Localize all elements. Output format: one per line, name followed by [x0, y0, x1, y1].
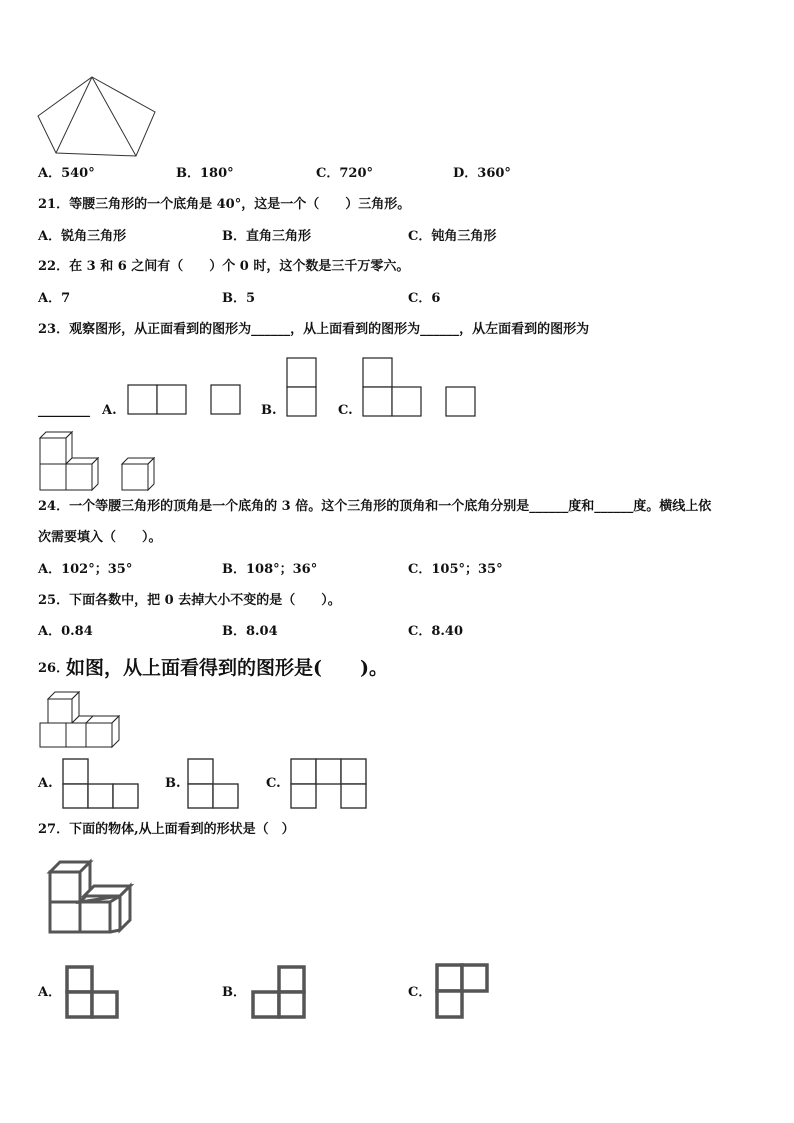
- q23-blank: ________: [38, 403, 90, 418]
- q25-option-b[interactable]: B．8.04: [222, 624, 278, 639]
- q23-label-a[interactable]: A.: [102, 403, 117, 418]
- q27-option-b-figure[interactable]: [250, 964, 308, 1020]
- q22-stem: 22．在 3 和 6 之间有（ ）个 0 时，这个数是三千万零六。: [38, 259, 410, 274]
- q26-option-c-figure[interactable]: [290, 758, 368, 810]
- q20-option-c[interactable]: C．720°: [316, 166, 373, 181]
- q21-option-a[interactable]: A．锐角三角形: [38, 229, 127, 244]
- q22-option-b[interactable]: B．5: [222, 291, 256, 306]
- q23-option-c-figure[interactable]: [362, 357, 477, 417]
- q22-option-a[interactable]: A．7: [38, 291, 71, 306]
- q23-stem: 23．观察图形，从正面看到的图形为______，从上面看到的图形为______，从左面看到的图形为: [38, 322, 590, 337]
- q21-option-b[interactable]: B．直角三角形: [222, 229, 311, 244]
- q23-label-c[interactable]: C.: [338, 403, 353, 418]
- q23-option-b-figure[interactable]: [286, 357, 318, 417]
- q23-option-a-figure[interactable]: [127, 384, 242, 416]
- q26-stem: 如图，从上面看得到的图形是( )。: [66, 657, 388, 679]
- q24-stem: 24．一个等腰三角形的顶角是一个底角的 3 倍。这个三角形的顶角和一个底角分别是______度和______度。横线上依: [38, 499, 712, 514]
- q24-option-a[interactable]: A．102°；35°: [38, 562, 133, 577]
- q23-cube-object: [38, 430, 158, 492]
- q27-stem: 27．下面的物体,从上面看到的形状是（ ）: [38, 822, 295, 837]
- q27-cube-object: [46, 856, 134, 934]
- q27-label-a[interactable]: A．: [38, 985, 62, 1000]
- q26-option-b-figure[interactable]: [187, 758, 241, 810]
- q26-label-b[interactable]: B.: [165, 776, 181, 791]
- q26-number: 26．: [38, 661, 70, 676]
- q27-label-b[interactable]: B．: [222, 985, 246, 1000]
- q27-label-c[interactable]: C．: [408, 985, 432, 1000]
- q26-label-c[interactable]: C.: [266, 776, 281, 791]
- q24-option-b[interactable]: B．108°；36°: [222, 562, 318, 577]
- q25-option-a[interactable]: A．0.84: [38, 624, 93, 639]
- q26-cube-object: [38, 691, 124, 751]
- q22-option-c[interactable]: C．6: [408, 291, 441, 306]
- q20-option-d[interactable]: D．360°: [453, 166, 511, 181]
- q25-stem: 25．下面各数中，把 0 去掉大小不变的是（ ）。: [38, 593, 341, 608]
- q21-option-c[interactable]: C．钝角三角形: [408, 229, 497, 244]
- q26-option-a-figure[interactable]: [62, 758, 140, 810]
- q25-option-c[interactable]: C．8.40: [408, 624, 464, 639]
- q27-option-c-figure[interactable]: [434, 962, 490, 1020]
- q23-label-b[interactable]: B.: [261, 403, 277, 418]
- pentagon-figure: [36, 74, 160, 160]
- q21-stem: 21．等腰三角形的一个底角是 40°，这是一个（ ）三角形。: [38, 197, 411, 212]
- q20-option-b[interactable]: B．180°: [176, 166, 234, 181]
- q26-label-a[interactable]: A.: [38, 776, 53, 791]
- q20-option-a[interactable]: A．540°: [38, 166, 95, 181]
- q24-option-c[interactable]: C．105°；35°: [408, 562, 503, 577]
- q27-option-a-figure[interactable]: [64, 964, 120, 1020]
- q24-stem-cont: 次需要填入（ ）。: [38, 530, 162, 545]
